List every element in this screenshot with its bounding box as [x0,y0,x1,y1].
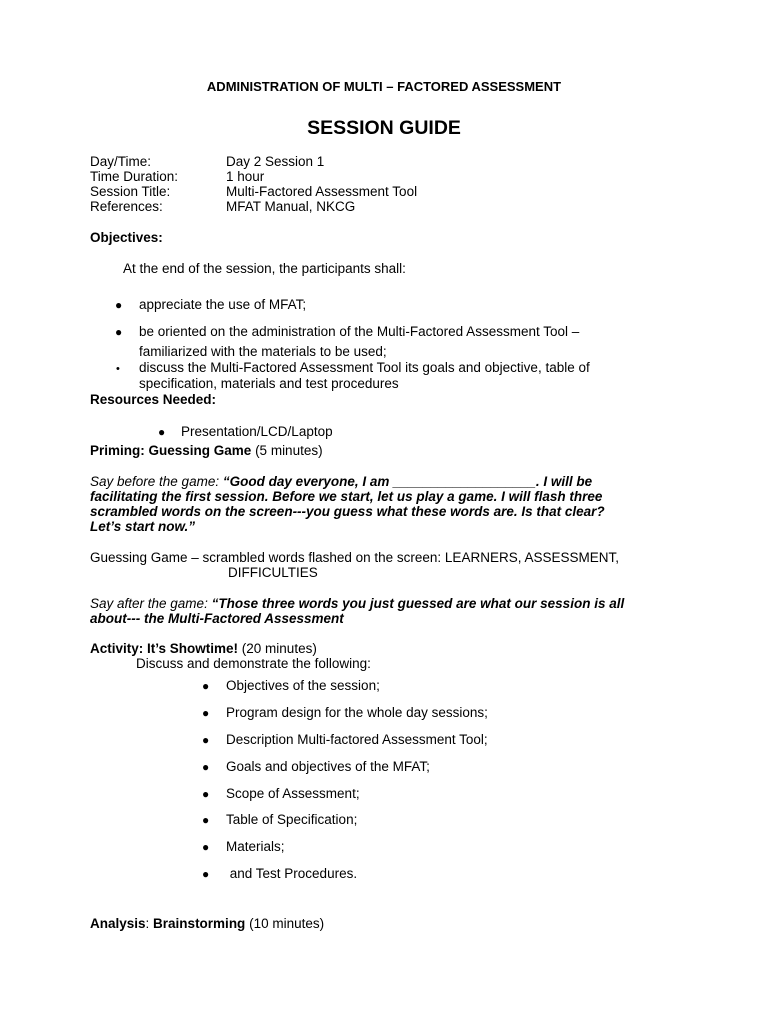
meta-value-title: Multi-Factored Assessment Tool [226,184,418,199]
session-guide-heading: SESSION GUIDE [307,117,461,139]
priming-heading [90,443,323,459]
bullet-icon: ● [202,760,210,774]
say-before-quote: “Good day everyone, I am ___________________. I will be [222,474,593,489]
objectives-heading: Objectives: [90,230,163,245]
meta-value-day-time: Day 2 Session 1 [226,154,325,169]
objective-item: discuss the Multi-Factored Assessment Tool its goals and objective, table of [139,360,590,375]
small-bullet-icon: • [116,363,120,375]
say-before-label: Say before the game: [90,474,220,489]
activity-heading [90,641,317,657]
say-before-line-2: facilitating the first session. Before we start, let us play a game. I will flash three [90,489,603,504]
bullet-icon: ● [158,425,166,439]
guessing-game-line-2: DIFFICULTIES [228,565,318,580]
objective-item: appreciate the use of MFAT; [139,297,307,312]
activity-item: Program design for the whole day sessions; [226,705,488,720]
guessing-game-line-1: Guessing Game – scrambled words flashed on the screen: LEARNERS, ASSESSMENT, [90,550,619,565]
say-before-line-3: scrambled words on the screen---you guess what these words are. Is that clear? [90,504,605,519]
activity-item: Materials; [226,839,285,854]
activity-item: Scope of Assessment; [226,786,360,801]
analysis-heading [90,916,324,932]
say-after-label: Say after the game: [90,596,208,611]
meta-label-duration: Time Duration: [90,169,179,184]
activity-item: Goals and objectives of the MFAT; [226,759,430,774]
bullet-icon: ● [115,298,123,312]
analysis-separator: : [145,916,154,931]
bullet-icon: ● [202,813,210,827]
bullet-icon: ● [202,706,210,720]
objective-item-continued: specification, materials and test procedures [139,376,399,391]
analysis-label: Analysis [90,916,146,931]
analysis-title: Brainstorming [153,916,246,931]
activity-item: Table of Specification; [226,812,358,827]
meta-value-references: MFAT Manual, NKCG [226,199,356,214]
say-after-quote: “Those three words you just guessed are what our session is all [211,596,625,611]
meta-label-day-time: Day/Time: [90,154,152,169]
meta-value-duration: 1 hour [226,169,265,184]
bullet-icon: ● [202,867,210,881]
bullet-icon: ● [202,733,210,747]
bullet-icon: ● [202,840,210,854]
activity-duration: (20 minutes) [241,641,317,656]
document-title: ADMINISTRATION OF MULTI – FACTORED ASSESSMENT [206,79,562,94]
bullet-icon: ● [202,679,210,693]
priming-title: Priming: Guessing Game [90,443,252,458]
say-before-line-4: Let’s start now.” [90,519,196,534]
activity-item: Objectives of the session; [226,678,380,693]
say-after-line-2: about--- the Multi-Factored Assessment [90,611,344,626]
activity-intro: Discuss and demonstrate the following: [136,656,371,671]
analysis-duration: (10 minutes) [249,916,325,931]
say-after-line-1 [90,596,624,612]
activity-item: Description Multi-factored Assessment Tool; [226,732,488,747]
activity-item: and Test Procedures. [226,866,358,881]
resource-item: Presentation/LCD/Laptop [181,424,333,439]
priming-duration: (5 minutes) [255,443,323,458]
meta-label-references: References: [90,199,163,214]
activity-title: Activity: It’s Showtime! [90,641,239,656]
bullet-icon: ● [202,787,210,801]
resources-heading: Resources Needed: [90,392,217,407]
objectives-intro: At the end of the session, the participants shall: [123,261,406,276]
objective-item: be oriented on the administration of the Multi-Factored Assessment Tool – [139,324,580,339]
meta-label-title: Session Title: [90,184,171,199]
bullet-icon: ● [115,325,123,339]
objective-item-continued: familiarized with the materials to be used; [139,344,387,359]
say-before-line-1 [90,474,592,490]
